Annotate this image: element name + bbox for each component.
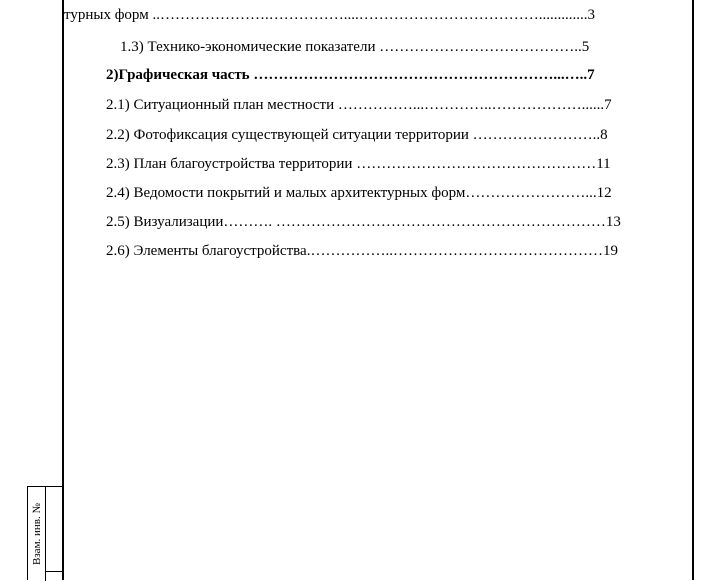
toc-entry-2-2: 2.2) Фотофиксация существующей ситуации территории ……………………..8 <box>106 127 608 143</box>
toc-entry-2: 2)Графическая часть ……………………………………………………...…..7 <box>106 67 595 83</box>
toc-entry-2-3: 2.3) План благоустройства территории …………………………………………11 <box>106 156 611 172</box>
frame-border-right <box>692 0 694 580</box>
stamp-label-cell <box>28 487 45 581</box>
stamp-divider <box>45 487 46 581</box>
toc-entry-2-5: 2.5) Визуализации………. …………………………………………………………13 <box>106 214 621 230</box>
toc-entry-2-4: 2.4) Ведомости покрытий и малых архитектурных форм……………………...12 <box>106 185 612 201</box>
side-stamp-block <box>27 486 63 580</box>
toc-entry-2-6: 2.6) Элементы благоустройства.……………..……………………………………19 <box>106 243 618 259</box>
toc-entry-2-1: 2.1) Ситуационный план местности ……………...…………..………………......7 <box>106 97 612 113</box>
toc-entry-1-3: 1.3) Технико-экономические показатели …………………………………..5 <box>120 39 590 55</box>
toc-entry-1-2-continuation: турных форм ..………………….……………....……………………………….............3 <box>64 7 595 23</box>
stamp-hline <box>45 571 64 572</box>
stamp-label: Взам. инв. № <box>30 503 43 565</box>
